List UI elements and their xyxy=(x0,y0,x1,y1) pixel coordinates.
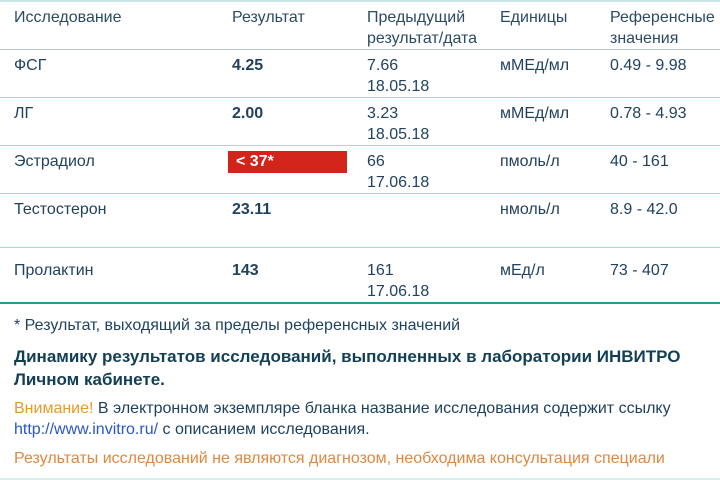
result-value: 2.00 xyxy=(232,105,264,122)
result-cell xyxy=(232,146,367,193)
test-name: ЛГ xyxy=(14,105,34,122)
reference-range: 40 - 161 xyxy=(610,153,669,170)
table-row-estradiol xyxy=(0,146,720,194)
previous-date: 17.06.18 xyxy=(367,283,430,300)
attention-text: В электронном экземпляре бланка название исследования содержит ссылку xyxy=(93,400,671,417)
units: пмоль/л xyxy=(500,153,560,170)
previous-value: 7.66 xyxy=(367,57,399,74)
result-value: 143 xyxy=(232,262,259,279)
units: мМЕд/мл xyxy=(500,57,570,74)
previous-result xyxy=(367,50,500,97)
previous-result xyxy=(367,194,500,247)
column-header-previous-line1: Предыдущий xyxy=(367,9,466,26)
reference-range: 73 - 407 xyxy=(610,262,669,279)
table-header-row xyxy=(0,2,720,50)
table-row-fsg xyxy=(0,50,720,98)
dynamics-note-line2: Личном кабинете. xyxy=(14,370,165,389)
test-name: Тестостерон xyxy=(14,201,107,218)
column-header-reference-line2: значения xyxy=(610,30,679,47)
attention-text-2: с описанием исследования. xyxy=(158,421,370,438)
column-header-result: Результат xyxy=(232,9,305,26)
column-header-reference-line1: Референсные xyxy=(610,9,715,26)
previous-date: 18.05.18 xyxy=(367,126,430,143)
previous-date: 17.06.18 xyxy=(367,174,430,191)
units: мМЕд/мл xyxy=(500,105,570,122)
column-header-reference xyxy=(610,2,720,49)
invitro-link[interactable]: http://www.invitro.ru/ xyxy=(14,421,159,438)
previous-value: 3.23 xyxy=(367,105,399,122)
attention-note xyxy=(0,398,720,440)
units: мЕд/л xyxy=(500,262,545,279)
result-value: 4.25 xyxy=(232,57,264,74)
results-table xyxy=(0,2,720,304)
table-row-prolactin xyxy=(0,248,720,304)
result-value: 23.11 xyxy=(232,201,272,218)
test-name: Пролактин xyxy=(14,262,94,279)
disclaimer-text: Результаты исследований не являются диагнозом, необходима консультация специали xyxy=(14,450,665,467)
column-header-study: Исследование xyxy=(14,9,122,26)
previous-result xyxy=(367,146,500,193)
previous-result xyxy=(367,248,500,302)
test-name: ФСГ xyxy=(14,57,47,74)
column-header-previous xyxy=(367,2,500,49)
previous-result xyxy=(367,98,500,145)
previous-value: 66 xyxy=(367,153,385,170)
reference-range: 0.78 - 4.93 xyxy=(610,105,687,122)
dynamics-note-line1: Динамику результатов исследований, выполненных в лаборатории ИНВИТРО xyxy=(14,347,681,366)
column-header-previous-line2: результат/дата xyxy=(367,30,478,47)
previous-date: 18.05.18 xyxy=(367,78,430,95)
previous-value: 161 xyxy=(367,262,394,279)
flagged-result-badge: < 37* xyxy=(228,151,347,173)
units: нмоль/л xyxy=(500,201,560,218)
attention-note-line1 xyxy=(14,398,720,419)
reference-range: 8.9 - 42.0 xyxy=(610,201,678,218)
table-row-lg xyxy=(0,98,720,146)
attention-note-line2 xyxy=(14,419,720,440)
reference-range: 0.49 - 9.98 xyxy=(610,57,687,74)
table-row-testosterone xyxy=(0,194,720,248)
attention-label: Внимание! xyxy=(14,400,94,417)
test-name: Эстрадиол xyxy=(14,153,95,170)
column-header-units: Единицы xyxy=(500,9,568,26)
dynamics-note xyxy=(0,345,720,391)
out-of-range-footnote: * Результат, выходящий за пределы референсных значений xyxy=(14,317,461,334)
